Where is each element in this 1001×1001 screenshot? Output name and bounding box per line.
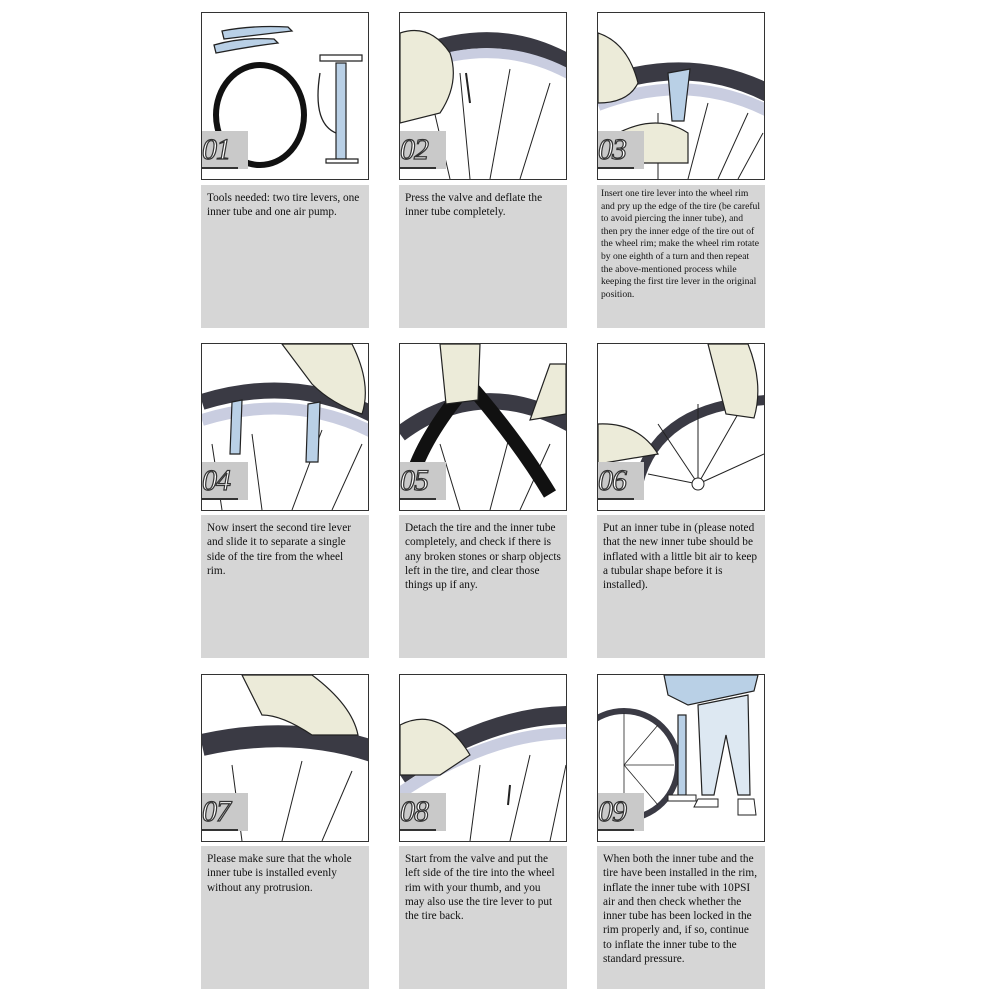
air-pump-icon [678, 715, 686, 795]
air-pump-icon [336, 63, 346, 159]
step-number-badge: 09 [597, 793, 644, 831]
step-04-description: Now insert the second tire lever and slide it to separate a single side of the tire from the wheel rim. [201, 515, 369, 658]
valve-icon [508, 785, 510, 805]
hand-icon [530, 364, 566, 420]
step-07-description: Please make sure that the whole inner tube is installed evenly without any protrusion. [201, 846, 369, 989]
step-02-illustration [399, 12, 567, 180]
step-04-illustration [201, 343, 369, 511]
step-number-badge: 01 [201, 131, 248, 169]
step-03-description: Insert one tire lever into the wheel rim and pry up the edge of the tire (be careful to avoid piercing the inner tube), and then pry the inner edge of the tire out of the wheel rim; make the wheel rim rotate by one eighth of a turn and then repeat the above-mentioned process while keeping the first tire lever in the original position. [597, 185, 765, 328]
step-09-description: When both the inner tube and the tire have been installed in the rim, inflate the inner tube with 10PSI air and then check whether the inner tube has been locked in the rim properly and, if so, continue to inflate the inner tube to the standard pressure. [597, 846, 765, 989]
step-09-illustration [597, 674, 765, 842]
step-number-badge: 04 [201, 462, 248, 500]
step-05-illustration [399, 343, 567, 511]
step-06-description: Put an inner tube in (please noted that the new inner tube should be inflated with a little bit air to keep a tubular shape before it is installed). [597, 515, 765, 658]
step-number-badge: 06 [597, 462, 644, 500]
tire-lever-icon [230, 400, 242, 454]
step-08-description: Start from the valve and put the left side of the tire into the wheel rim with your thumb, and you may also use the tire lever to put the tire back. [399, 846, 567, 989]
step-01-description: Tools needed: two tire levers, one inner tube and one air pump. [201, 185, 369, 328]
step-number-badge: 07 [201, 793, 248, 831]
valve-icon [466, 73, 470, 103]
tire-lever-icon [214, 39, 278, 53]
hand-icon [440, 344, 480, 404]
step-03-illustration [597, 12, 765, 180]
tire-lever-icon [306, 402, 320, 462]
step-number-badge: 05 [399, 462, 446, 500]
step-02-description: Press the valve and deflate the inner tube completely. [399, 185, 567, 328]
tire-lever-icon [222, 27, 292, 40]
step-01-illustration [201, 12, 369, 180]
step-07-illustration [201, 674, 369, 842]
step-number-badge: 02 [399, 131, 446, 169]
step-number-badge: 08 [399, 793, 446, 831]
step-05-description: Detach the tire and the inner tube completely, and check if there is any broken stones or sharp objects left in the tire, and clear those things up if any. [399, 515, 567, 658]
hand-icon [400, 719, 470, 775]
tire-lever-icon [668, 69, 690, 121]
step-06-illustration [597, 343, 765, 511]
step-number-badge: 03 [597, 131, 644, 169]
step-08-illustration [399, 674, 567, 842]
